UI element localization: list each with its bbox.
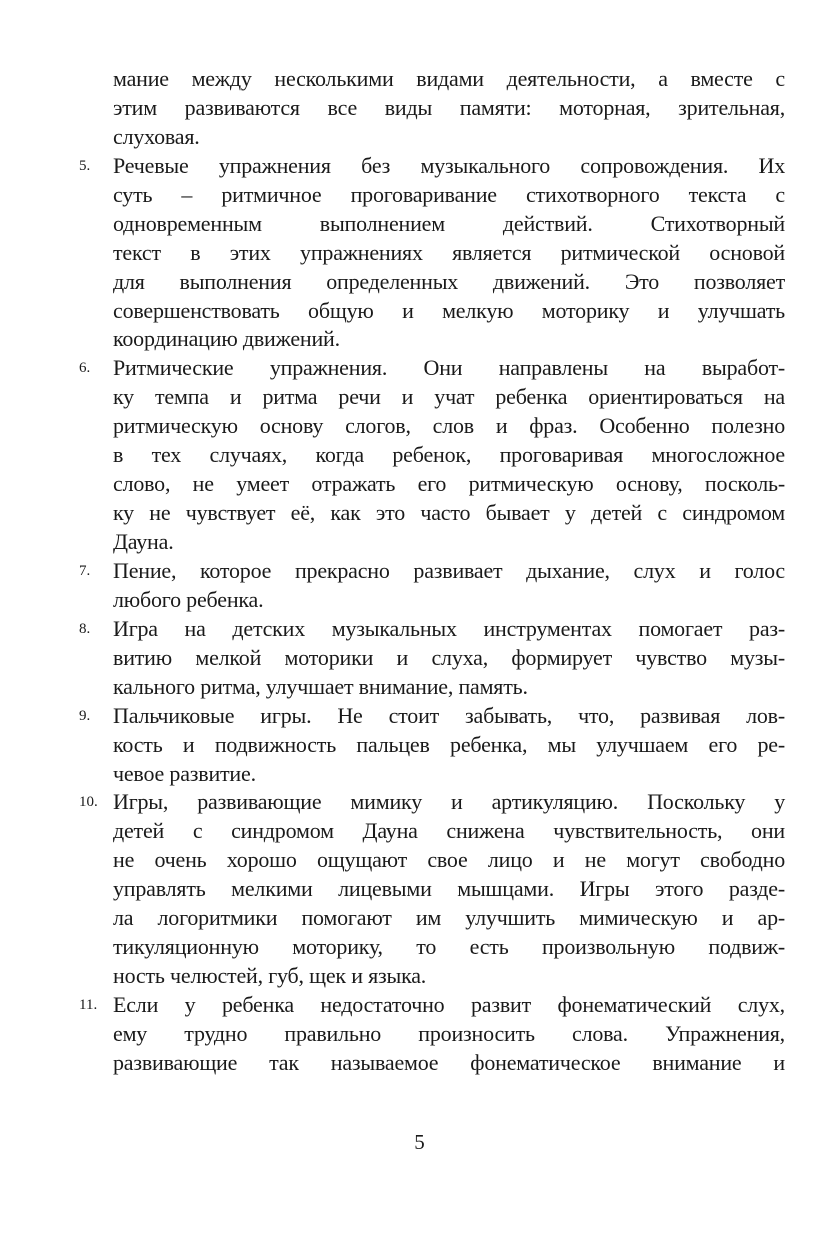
text-line: слово, не умеет отражать его ритмическую основу, посколь- — [113, 471, 785, 497]
text-line: тикуляционную моторику, то есть произвольную подвиж- — [113, 934, 785, 960]
list-item-number: 5. — [79, 157, 91, 174]
list-item-number: 6. — [79, 360, 91, 377]
text-line: совершенствовать общую и мелкую моторику и улучшать — [113, 297, 785, 323]
list-item-number: 8. — [79, 620, 91, 637]
text-line: Пальчиковые игры. Не стоит забывать, что, развивая лов- — [113, 702, 785, 728]
page-number: 5 — [414, 1130, 425, 1154]
text-line: не очень хорошо ощущают свое лицо и не могут свободно — [113, 847, 785, 873]
text-line: ритмическую основу слогов, слов и фраз. Особенно полезно — [113, 413, 785, 439]
list-item-number: 9. — [79, 707, 91, 724]
text-line: Игра на детских музыкальных инструментах помогает раз- — [113, 615, 785, 641]
text-line: чевое развитие. — [113, 760, 256, 786]
text-line: Ритмические упражнения. Они направлены на выработ- — [113, 355, 785, 381]
list-item — [0, 557, 839, 615]
text-line: Речевые упражнения без музыкального сопровождения. Их — [113, 152, 785, 178]
text-line: Если у ребенка недостаточно развит фонематический слух, — [113, 992, 785, 1017]
text-line: детей с синдромом Дауна снижена чувствительность, они — [113, 818, 785, 844]
list-item — [0, 65, 839, 152]
text-line: ность челюстей, губ, щек и языка. — [113, 963, 427, 989]
text-line: развивающие так называемое фонематическое внимание и — [113, 1049, 785, 1075]
list-item-number: 10. — [79, 794, 98, 811]
text-line: ку темпа и ритма речи и учат ребенка ориентироваться на — [113, 384, 785, 410]
list-item — [0, 991, 839, 1078]
text-line: мание между несколькими видами деятельности, а вместе с — [113, 66, 785, 91]
text-line: Дауна. — [113, 529, 174, 554]
text-line: кального ритма, улучшает внимание, память. — [113, 673, 528, 699]
list-item — [0, 788, 839, 991]
text-line: слуховая. — [113, 123, 200, 149]
list-item — [0, 702, 839, 789]
text-line: ку не чувствует её, как это часто бывает у детей с синдромом — [113, 500, 785, 526]
text-line: Пение, которое прекрасно развивает дыхание, слух и голос — [113, 557, 785, 583]
text-line: координацию движений. — [113, 326, 340, 352]
text-line: одновременным выполнением действий. Стихотворный — [113, 210, 785, 236]
text-line: любого ребенка. — [113, 586, 264, 612]
list-item-number: 11. — [79, 997, 98, 1013]
text-line: в тех случаях, когда ребенок, проговаривая многосложное — [113, 442, 785, 468]
text-line: этим развиваются все виды памяти: моторная, зрительная, — [113, 94, 785, 120]
list-item — [0, 615, 839, 702]
text-line: текст в этих упражнениях является ритмической основой — [113, 239, 785, 265]
text-line: суть – ритмичное проговаривание стихотворного текста с — [113, 181, 785, 207]
page-body — [0, 65, 839, 1078]
text-line: управлять мелкими лицевыми мышцами. Игры этого разде- — [113, 876, 785, 902]
text-line: Игры, развивающие мимику и артикуляцию. Поскольку у — [113, 789, 785, 815]
text-line: витию мелкой моторики и слуха, формирует чувство музы- — [113, 644, 785, 670]
list-item-number: 7. — [79, 562, 91, 579]
text-line: для выполнения определенных движений. Это позволяет — [113, 268, 785, 294]
list-item — [0, 354, 839, 557]
text-line: ему трудно правильно произносить слова. Упражнения, — [113, 1020, 785, 1046]
text-line: кость и подвижность пальцев ребенка, мы улучшаем его ре- — [113, 731, 785, 757]
text-line: ла логоритмики помогают им улучшить мимическую и ар- — [113, 905, 785, 931]
list-item — [0, 152, 839, 355]
